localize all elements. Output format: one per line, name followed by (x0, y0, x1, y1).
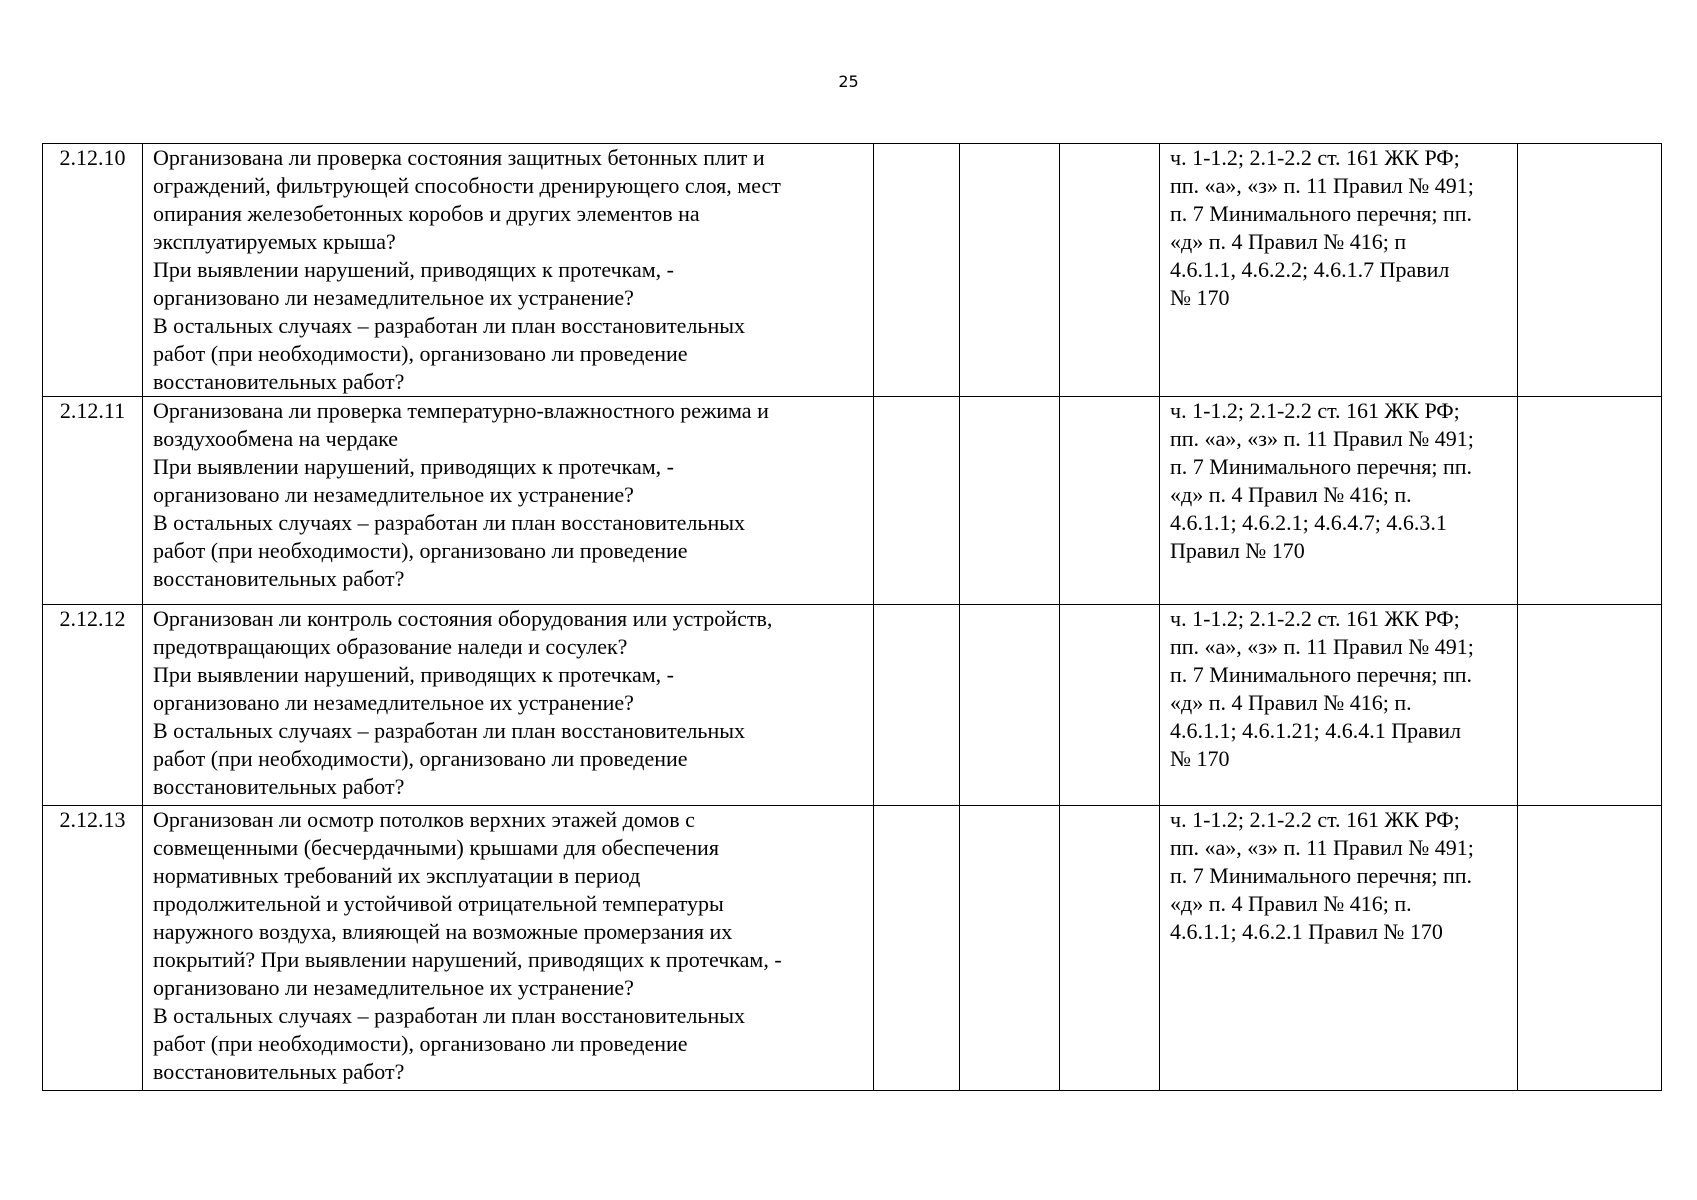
legal-reference: ч. 1-1.2; 2.1-2.2 ст. 161 ЖК РФ; пп. «а», «з» п. 11 Правил № 491; п. 7 Минимального перечня; пп. «д» п. 4 Правил № 416; п. 4.6.1.1; 4.6.1.21; 4.6.4.1 Правил № 170 (1160, 605, 1518, 806)
answer-yes-cell[interactable] (874, 397, 960, 605)
answer-na-cell[interactable] (1060, 806, 1160, 1091)
notes-cell[interactable] (1518, 806, 1662, 1091)
answer-na-cell[interactable] (1060, 397, 1160, 605)
question-text: Организована ли проверка состояния защитных бетонных плит и ограждений, фильтрующей способности дренирующего слоя, мест опирания железобетонных коробов и других элементов на эксплуатируемых крыша? При выявлении нарушений, приводящих к протечкам, - организовано ли незамедлительное их устранение? В остальных случаях – разработан ли план восстановительных работ (при необходимости), организовано ли проведение восстановительных работ? (143, 144, 874, 397)
answer-no-cell[interactable] (960, 806, 1060, 1091)
notes-cell[interactable] (1518, 144, 1662, 397)
answer-no-cell[interactable] (960, 605, 1060, 806)
answer-yes-cell[interactable] (874, 144, 960, 397)
legal-reference: ч. 1-1.2; 2.1-2.2 ст. 161 ЖК РФ; пп. «а», «з» п. 11 Правил № 491; п. 7 Минимального перечня; пп. «д» п. 4 Правил № 416; п 4.6.1.1, 4.6.2.2; 4.6.1.7 Правил № 170 (1160, 144, 1518, 397)
item-number: 2.12.10 (43, 144, 143, 397)
item-number: 2.12.11 (43, 397, 143, 605)
question-text: Организована ли проверка температурно-влажностного режима и воздухообмена на чердаке При выявлении нарушений, приводящих к протечкам, - организовано ли незамедлительное их устранение? В остальных случаях – разработан ли план восстановительных работ (при необходимости), организовано ли проведение восстановительных работ? (143, 397, 874, 605)
legal-reference: ч. 1-1.2; 2.1-2.2 ст. 161 ЖК РФ; пп. «а», «з» п. 11 Правил № 491; п. 7 Минимального перечня; пп. «д» п. 4 Правил № 416; п. 4.6.1.1; 4.6.2.1 Правил № 170 (1160, 806, 1518, 1091)
item-number: 2.12.13 (43, 806, 143, 1091)
answer-yes-cell[interactable] (874, 605, 960, 806)
notes-cell[interactable] (1518, 605, 1662, 806)
answer-na-cell[interactable] (1060, 605, 1160, 806)
answer-na-cell[interactable] (1060, 144, 1160, 397)
table-row (43, 806, 1662, 1091)
table-row (43, 144, 1662, 397)
checklist-table (42, 143, 1662, 1091)
page-number: 25 (838, 72, 859, 91)
table-row (43, 605, 1662, 806)
answer-yes-cell[interactable] (874, 806, 960, 1091)
answer-no-cell[interactable] (960, 397, 1060, 605)
legal-reference: ч. 1-1.2; 2.1-2.2 ст. 161 ЖК РФ; пп. «а», «з» п. 11 Правил № 491; п. 7 Минимального перечня; пп. «д» п. 4 Правил № 416; п. 4.6.1.1; 4.6.2.1; 4.6.4.7; 4.6.3.1 Правил № 170 (1160, 397, 1518, 605)
notes-cell[interactable] (1518, 397, 1662, 605)
question-text: Организован ли осмотр потолков верхних этажей домов с совмещенными (бесчердачными) крышами для обеспечения нормативных требований их эксплуатации в период продолжительной и устойчивой отрицательной температуры наружного воздуха, влияющей на возможные промерзания их покрытий? При выявлении нарушений, приводящих к протечкам, - организовано ли незамедлительное их устранение? В остальных случаях – разработан ли план восстановительных работ (при необходимости), организовано ли проведение восстановительных работ? (143, 806, 874, 1091)
answer-no-cell[interactable] (960, 144, 1060, 397)
table-row (43, 397, 1662, 605)
item-number: 2.12.12 (43, 605, 143, 806)
question-text: Организован ли контроль состояния оборудования или устройств, предотвращающих образование наледи и сосулек? При выявлении нарушений, приводящих к протечкам, - организовано ли незамедлительное их устранение? В остальных случаях – разработан ли план восстановительных работ (при необходимости), организовано ли проведение восстановительных работ? (143, 605, 874, 806)
